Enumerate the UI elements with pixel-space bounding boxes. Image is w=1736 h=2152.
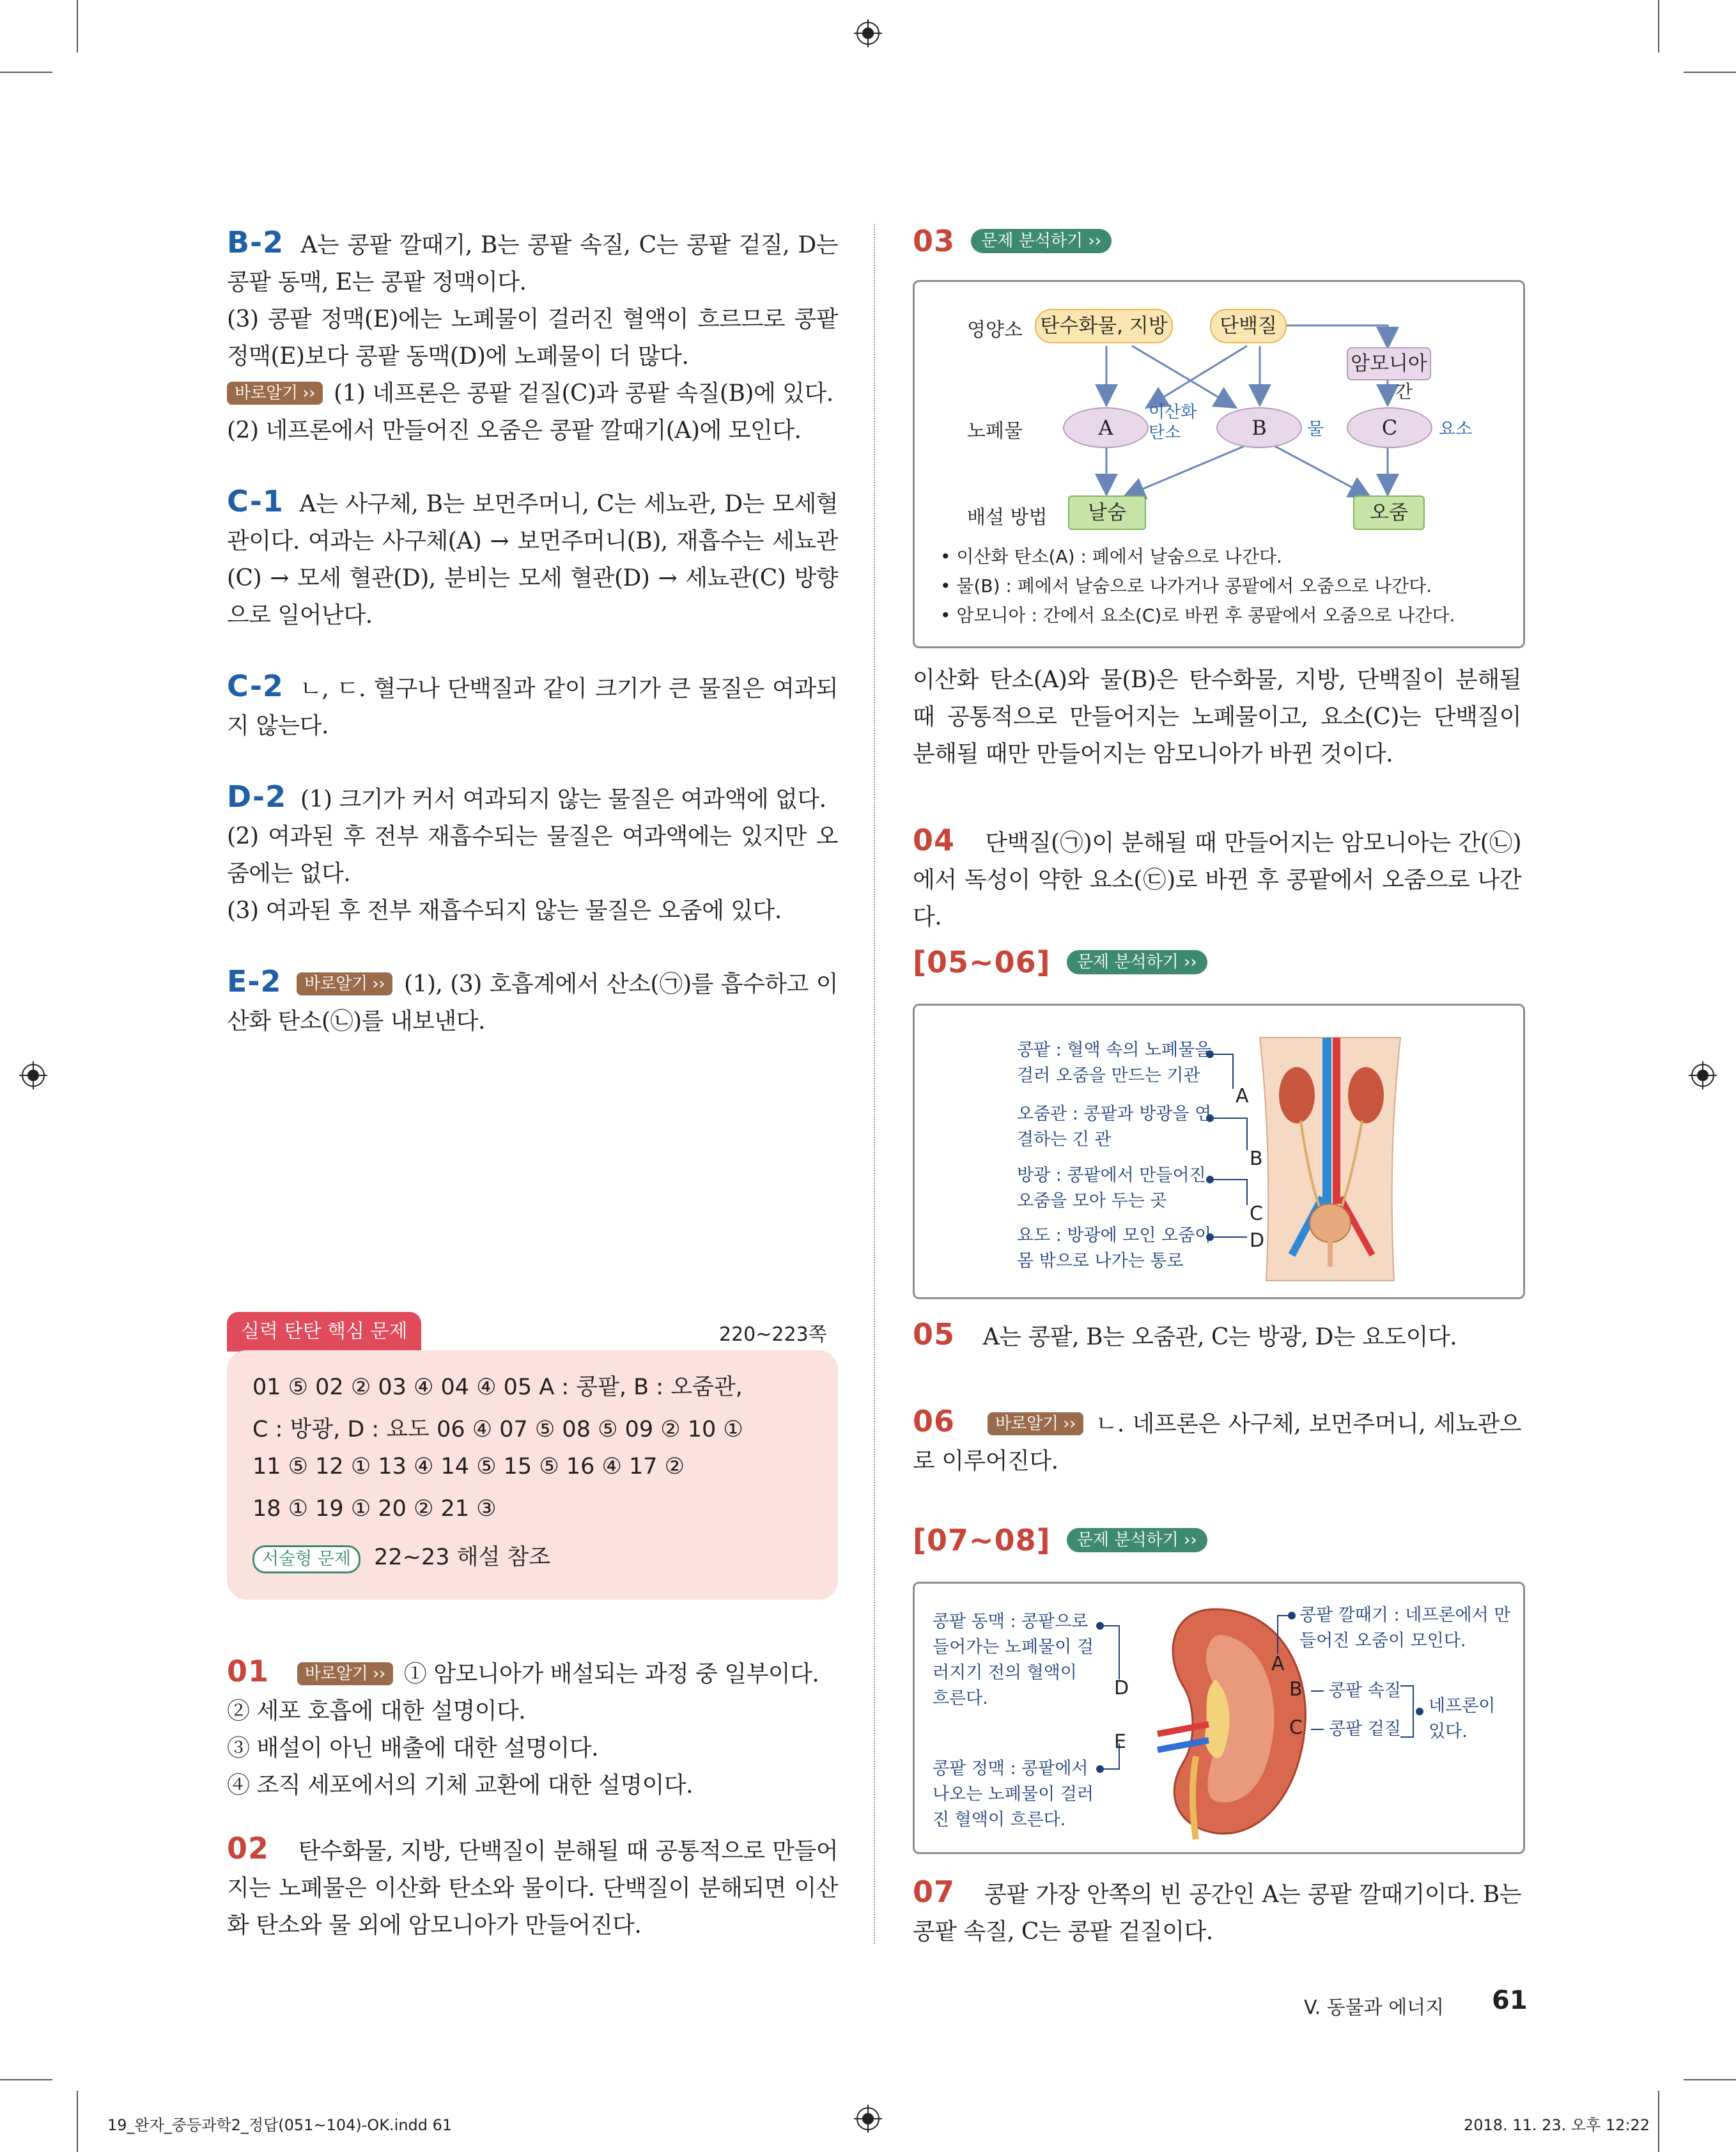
callout-ureter: 오줌관 : 콩팥과 방광을 연 결하는 긴 관 [1017, 1104, 1212, 1150]
item-q02 [227, 1830, 838, 1944]
item-text: (2) 여과된 후 전부 재흡수되는 물질은 여과액에는 있지만 오줌에는 없다. [227, 823, 838, 887]
item-text: (3) 여과된 후 전부 재흡수되지 않는 물질은 오줌에 있다. [227, 898, 782, 924]
callout-nephron: 네프론이 있다. [1429, 1696, 1496, 1742]
item-number: 04 [913, 823, 956, 857]
registration-mark-icon [19, 1061, 47, 1089]
crop-mark [1658, 2091, 1659, 2152]
analysis-badge: 문제 분석하기 ›› [1067, 1528, 1207, 1552]
label-d: D [1250, 1229, 1265, 1252]
correction-badge: 바로알기 ›› [227, 382, 323, 405]
analysis-badge: 문제 분석하기 ›› [1067, 950, 1207, 974]
item-text: ③ 배설이 아닌 배출에 대한 설명이다. [227, 1735, 599, 1761]
urinary-system-figure [913, 1004, 1525, 1299]
protein-box: 단백질 [1210, 309, 1287, 343]
answer-row: 18 ① 19 ① 20 ② 21 ③ [252, 1496, 497, 1522]
ammonia-box: 암모니아 [1347, 347, 1431, 380]
analysis-badge: 문제 분석하기 ›› [971, 229, 1112, 253]
item-number: 03 [913, 224, 956, 258]
item-q0506-header [913, 945, 1207, 979]
section-title: V. 동물과 에너지 [1304, 1997, 1445, 2019]
item-q03-header [913, 224, 1112, 258]
item-text: (2) 네프론에서 만들어진 오줌은 콩팥 깔때기(A)에 모인다. [227, 417, 802, 444]
item-text: 탄수화물, 지방, 단백질이 분해될 때 공통적으로 만들어지는 노폐물은 이산화 탄소와 물이다. 단백질이 분해되면 이산화 탄소와 물 외에 암모니아가 만들어진다. [227, 1838, 838, 1938]
item-number: 06 [913, 1404, 956, 1439]
label-a: A [1236, 1085, 1249, 1107]
crop-mark [0, 72, 52, 73]
item-q05 [913, 1316, 1521, 1356]
waste-a: A [1063, 407, 1149, 448]
item-text: 콩팥 가장 안쪽의 빈 공간인 A는 콩팥 깔때기이다. B는 콩팥 속질, C는 콩팥 겉질이다. [913, 1882, 1522, 1945]
item-q04 [913, 822, 1521, 936]
item-number: C-2 [227, 669, 284, 703]
item-text: (3) 콩팥 정맥(E)에는 노폐물이 걸러진 혈액이 흐르므로 콩팥 정맥(E)보다 콩팥 동맥(D)에 노폐물이 더 많다. [227, 306, 838, 370]
callout-renal-artery: 콩팥 동맥 : 콩팥으로 들어가는 노폐물이 걸 러지기 전의 혈액이 흐른다. [933, 1612, 1094, 1708]
item-q06 [913, 1403, 1521, 1480]
item-number: 07 [913, 1875, 956, 1909]
label-b: B [1250, 1148, 1263, 1170]
item-d2 [227, 778, 838, 930]
item-text: (1), (3) 호흡계에서 산소(㉠)를 흡수하고 이산화 탄소(㉡)를 내보낸다. [227, 971, 838, 1034]
label-e: E [1114, 1731, 1126, 1753]
label-c: C [1250, 1203, 1263, 1225]
callout-urethra: 요도 : 방광에 모인 오줌이 몸 밖으로 나가는 통로 [1017, 1226, 1212, 1271]
diagram-note: • 암모니아 : 간에서 요소(C)로 바뀐 후 콩팥에서 오줌으로 나간다. [940, 605, 1455, 626]
urine-box: 오줌 [1353, 495, 1425, 530]
label-b: B [1289, 1678, 1303, 1701]
item-text: 이산화 탄소(A)와 물(B)은 탄수화물, 지방, 단백질이 분해될 때 공통적으로 만들어지는 노폐물이고, 요소(C)는 단백질이 분해될 때만 만들어지는 암모니아가 바뀐 것이다. [913, 667, 1521, 767]
registration-mark-icon [854, 2105, 882, 2133]
essay-answer-row [252, 1540, 550, 1573]
co2-label: 이산화 탄소 [1149, 403, 1197, 442]
callout-kidney: 콩팥 : 혈액 속의 노폐물을 걸러 오줌을 만드는 기관 [1017, 1040, 1212, 1086]
item-b2 [227, 224, 838, 449]
item-c2 [227, 667, 838, 745]
callout-renal-vein: 콩팥 정맥 : 콩팥에서 나오는 노폐물이 걸러 진 혈액이 흐른다. [933, 1759, 1094, 1830]
waste-b: B [1216, 407, 1302, 448]
item-text: ② 세포 호흡에 대한 설명이다. [227, 1698, 526, 1724]
item-number: C-1 [227, 484, 284, 519]
excretion-diagram [913, 280, 1525, 648]
item-text: 단백질(㉠)이 분해될 때 만들어지는 암모니아는 간(㉡)에서 독성이 약한 요소(㉢)로 바뀐 후 콩팥에서 오줌으로 나간다. [913, 830, 1521, 930]
answer-row: 11 ⑤ 12 ① 13 ④ 14 ⑤ 15 ⑤ 16 ④ 17 ② [252, 1454, 685, 1479]
item-e2 [227, 963, 838, 1040]
left-column-lower [227, 1653, 838, 1944]
item-number: [05~06] [913, 945, 1051, 979]
crop-mark [1658, 0, 1659, 52]
item-text: ㄴ. 네프론은 사구체, 보먼주머니, 세뇨관으로 이루어진다. [913, 1411, 1521, 1474]
registration-mark-icon [854, 19, 882, 47]
answer-row: 01 ⑤ 02 ② 03 ④ 04 ④ 05 A : 콩팥, B : 오줌관, [252, 1375, 743, 1400]
callout-medulla: 콩팥 속질 [1329, 1681, 1401, 1701]
kidney-structure-figure [913, 1582, 1525, 1854]
print-date: 2018. 11. 23. 오후 12:22 [1464, 2116, 1650, 2134]
liver-label: 간 [1395, 381, 1413, 402]
breath-box: 날숨 [1068, 495, 1146, 530]
label-d: D [1114, 1677, 1129, 1699]
item-q07 [913, 1873, 1521, 1951]
carb-fat-box: 탄수화물, 지방 [1035, 309, 1173, 343]
correction-badge: 바로알기 ›› [297, 1662, 393, 1685]
crop-mark [1684, 2079, 1736, 2080]
answer-key-tab: 실력 탄탄 핵심 문제 [227, 1312, 421, 1352]
left-column [227, 224, 838, 1040]
callout-bladder: 방광 : 콩팥에서 만들어진 오줌을 모아 두는 곳 [1017, 1166, 1206, 1211]
item-q03-text [913, 662, 1521, 773]
item-text: (1) 크기가 커서 여과되지 않는 물질은 여과액에 없다. [300, 786, 826, 813]
answer-key-pages: 220~223쪽 [719, 1323, 827, 1346]
crop-mark [1684, 72, 1736, 73]
waste-c: C [1347, 407, 1432, 448]
item-c1 [227, 483, 838, 634]
item-text: A는 콩팥, B는 오줌관, C는 방광, D는 요도이다. [982, 1324, 1457, 1350]
correction-badge: 바로알기 ›› [988, 1412, 1083, 1435]
callout-cortex: 콩팥 겉질 [1329, 1719, 1401, 1739]
item-number: E-2 [227, 964, 282, 999]
item-number: 01 [227, 1654, 270, 1688]
essay-answer-text: 22~23 해설 참조 [374, 1545, 551, 1570]
essay-badge: 서술형 문제 [252, 1545, 360, 1573]
item-q0708-header [913, 1523, 1207, 1557]
answer-row: C : 방광, D : 요도 06 ④ 07 ⑤ 08 ⑤ 09 ② 10 ① [252, 1417, 743, 1442]
page-number: 61 [1492, 1986, 1528, 2015]
item-number: 05 [913, 1317, 956, 1352]
item-text: ① 암모니아가 배설되는 과정 중 일부이다. [403, 1661, 819, 1687]
water-label: 물 [1307, 419, 1324, 439]
item-text: (1) 네프론은 콩팥 겉질(C)과 콩팥 속질(B)에 있다. [333, 380, 833, 407]
crop-mark [77, 0, 78, 52]
item-text: ㄴ, ㄷ. 혈구나 단백질과 같이 크기가 큰 물질은 여과되지 않는다. [227, 676, 838, 739]
item-number: D-2 [227, 779, 287, 814]
urea-label: 요소 [1439, 419, 1473, 439]
correction-badge: 바로알기 ›› [297, 972, 392, 995]
item-q01 [227, 1653, 838, 1804]
row-label-method: 배설 방법 [967, 506, 1048, 529]
item-text: A는 콩팥 깔때기, B는 콩팥 속질, C는 콩팥 겉질, D는 콩팥 동맥, E는 콩팥 정맥이다. [227, 232, 838, 295]
row-label-nutrient: 영양소 [967, 319, 1023, 341]
crop-mark [0, 2079, 52, 2080]
label-c: C [1289, 1717, 1303, 1739]
item-number: [07~08] [913, 1523, 1051, 1557]
callout-renal-pelvis: 콩팥 깔때기 : 네프론에서 만 들어진 오줌이 모인다. [1299, 1605, 1511, 1651]
diagram-note: • 물(B) : 폐에서 날숨으로 나가거나 콩팥에서 오줌으로 나간다. [940, 575, 1432, 596]
row-label-waste: 노폐물 [967, 420, 1023, 442]
file-info: 19_완자_중등과학2_정답(051~104)-OK.indd 61 [107, 2116, 453, 2134]
label-a: A [1271, 1653, 1285, 1675]
diagram-note: • 이산화 탄소(A) : 폐에서 날숨으로 나간다. [940, 546, 1282, 567]
column-divider [874, 224, 875, 1944]
item-text: ④ 조직 세포에서의 기체 교환에 대한 설명이다. [227, 1772, 694, 1798]
item-text: A는 사구체, B는 보먼주머니, C는 세뇨관, D는 모세혈관이다. 여과는 사구체(A) → 보먼주머니(B), 재흡수는 세뇨관(C) → 모세 혈관(D), 분비는 모세 혈관(D) → 세뇨관(C) 방향으로 일어난다. [227, 491, 839, 628]
registration-mark-icon [1689, 1061, 1717, 1089]
item-number: 02 [227, 1831, 270, 1866]
item-number: B-2 [227, 225, 284, 260]
crop-mark [77, 2091, 78, 2152]
callout-lines [915, 1006, 1523, 1297]
